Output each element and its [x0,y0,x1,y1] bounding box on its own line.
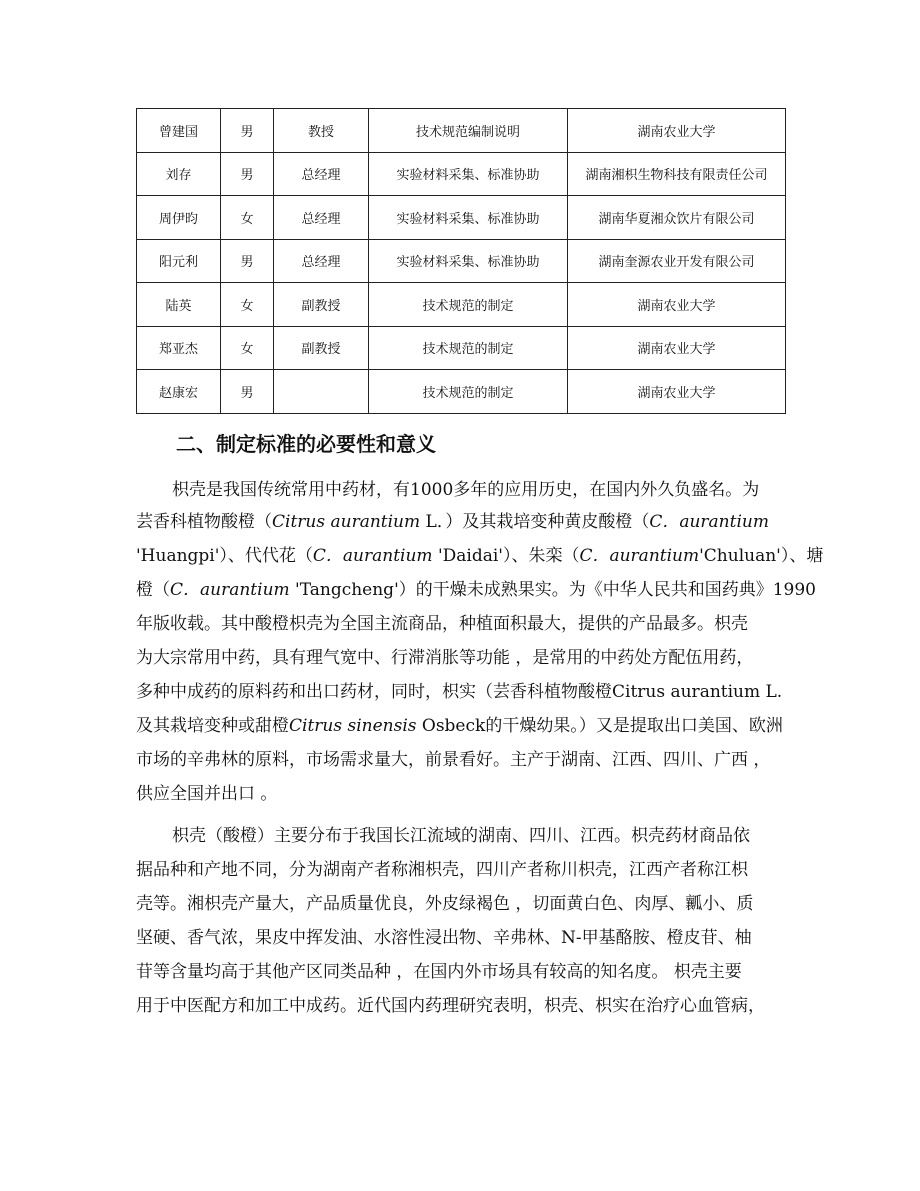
paragraph-line: 市场的辛弗林的原料，市场需求量大，前景看好。主产于湖南、江西、四川、广西 ， [136,750,771,770]
paragraph-line: 坚硬、香气浓，果皮中挥发油、水溶性浸出物、辛弗林、N-甲基酪胺、橙皮苷、柚 [136,928,752,948]
org-cell: 湖南湘枳生物科技有限责任公司 [568,152,786,196]
title-cell: 总经理 [274,239,369,283]
table-row [137,370,786,414]
task-cell: 技术规范的制定 [369,370,568,414]
gender-cell: 女 [221,196,274,240]
org-cell: 湖南农业大学 [568,326,786,370]
paragraph-line: 枳壳是我国传统常用中药材，有1000多年的应用历史，在国内外久负盛名。为 [172,480,760,500]
table-row [137,283,786,327]
task-cell: 实验材料采集、标准协助 [369,196,568,240]
table-row [137,109,786,153]
paragraph-line: 据品种和产地不同，分为湖南产者称湘枳壳，四川产者称川枳壳，江西产者称江枳 [136,860,748,880]
gender-cell: 女 [221,326,274,370]
title-cell: 总经理 [274,196,369,240]
paragraph-line: 为大宗常用中药，具有理气宽中、行滞消胀等功能 ，是常用的中药处方配伍用药， [136,648,754,668]
task-cell: 技术规范的制定 [369,283,568,327]
task-cell: 实验材料采集、标准协助 [369,239,568,283]
name-cell: 曾建国 [137,109,221,153]
table-row [137,239,786,283]
table-row [137,326,786,370]
task-cell: 技术规范的制定 [369,326,568,370]
paragraph-line: 橙（C．aurantium 'Tangcheng'）的干燥未成熟果实。为《中华人民共和国药典》1990 [136,580,817,600]
gender-cell: 男 [221,239,274,283]
title-cell: 副教授 [274,283,369,327]
org-cell: 湖南农业大学 [568,370,786,414]
name-cell: 赵康宏 [137,370,221,414]
org-cell: 湖南农业大学 [568,109,786,153]
task-cell: 实验材料采集、标准协助 [369,152,568,196]
gender-cell: 男 [221,152,274,196]
title-cell [274,370,369,414]
name-cell: 周伊昀 [137,196,221,240]
org-cell: 湖南华夏湘众饮片有限公司 [568,196,786,240]
table-row [137,196,786,240]
staff-table [136,108,786,414]
section-heading: 二、制定标准的必要性和意义 [176,432,436,456]
task-cell: 技术规范编制说明 [369,109,568,153]
name-cell: 郑亚杰 [137,326,221,370]
paragraph-line: 供应全国并出口 。 [136,784,278,804]
title-cell: 教授 [274,109,369,153]
paragraph-line: 年版收载。其中酸橙枳壳为全国主流商品，种植面积最大，提供的产品最多。枳壳 [136,614,748,634]
gender-cell: 女 [221,283,274,327]
table-row [137,152,786,196]
paragraph-line: 芸香科植物酸橙（Citrus aurantium L．）及其栽培变种黄皮酸橙（C．aurantium [136,512,769,532]
org-cell: 湖南奎源农业开发有限公司 [568,239,786,283]
title-cell: 总经理 [274,152,369,196]
paragraph-line: 及其栽培变种或甜橙Citrus sinensis Osbeck的干燥幼果。）又是提取出口美国、欧洲 [136,716,783,736]
gender-cell: 男 [221,370,274,414]
paragraph-line: 多种中成药的原料药和出口药材，同时，枳实（芸香科植物酸橙Citrus aurantium L. [136,682,783,702]
paragraph-line: 用于中医配方和加工中成药。近代国内药理研究表明，枳壳、枳实在治疗心血管病， [136,996,765,1016]
gender-cell: 男 [221,109,274,153]
title-cell: 副教授 [274,326,369,370]
name-cell: 刘存 [137,152,221,196]
paragraph-line: 'Huangpi'）、代代花（C．aurantium 'Daidai'）、朱栾（C．aurantium'Chuluan'）、塘 [136,546,824,566]
paragraph-line: 苷等含量均高于其他产区同类品种 ，在国内外市场具有较高的知名度。 枳壳主要 [136,962,742,982]
paragraph-line: 壳等。湘枳壳产量大，产品质量优良，外皮绿褐色 ，切面黄白色、肉厚、瓤小、质 [136,894,754,914]
paragraph-line: 枳壳（酸橙）主要分布于我国长江流域的湖南、四川、江西。枳壳药材商品依 [172,826,750,846]
org-cell: 湖南农业大学 [568,283,786,327]
name-cell: 阳元利 [137,239,221,283]
name-cell: 陆英 [137,283,221,327]
